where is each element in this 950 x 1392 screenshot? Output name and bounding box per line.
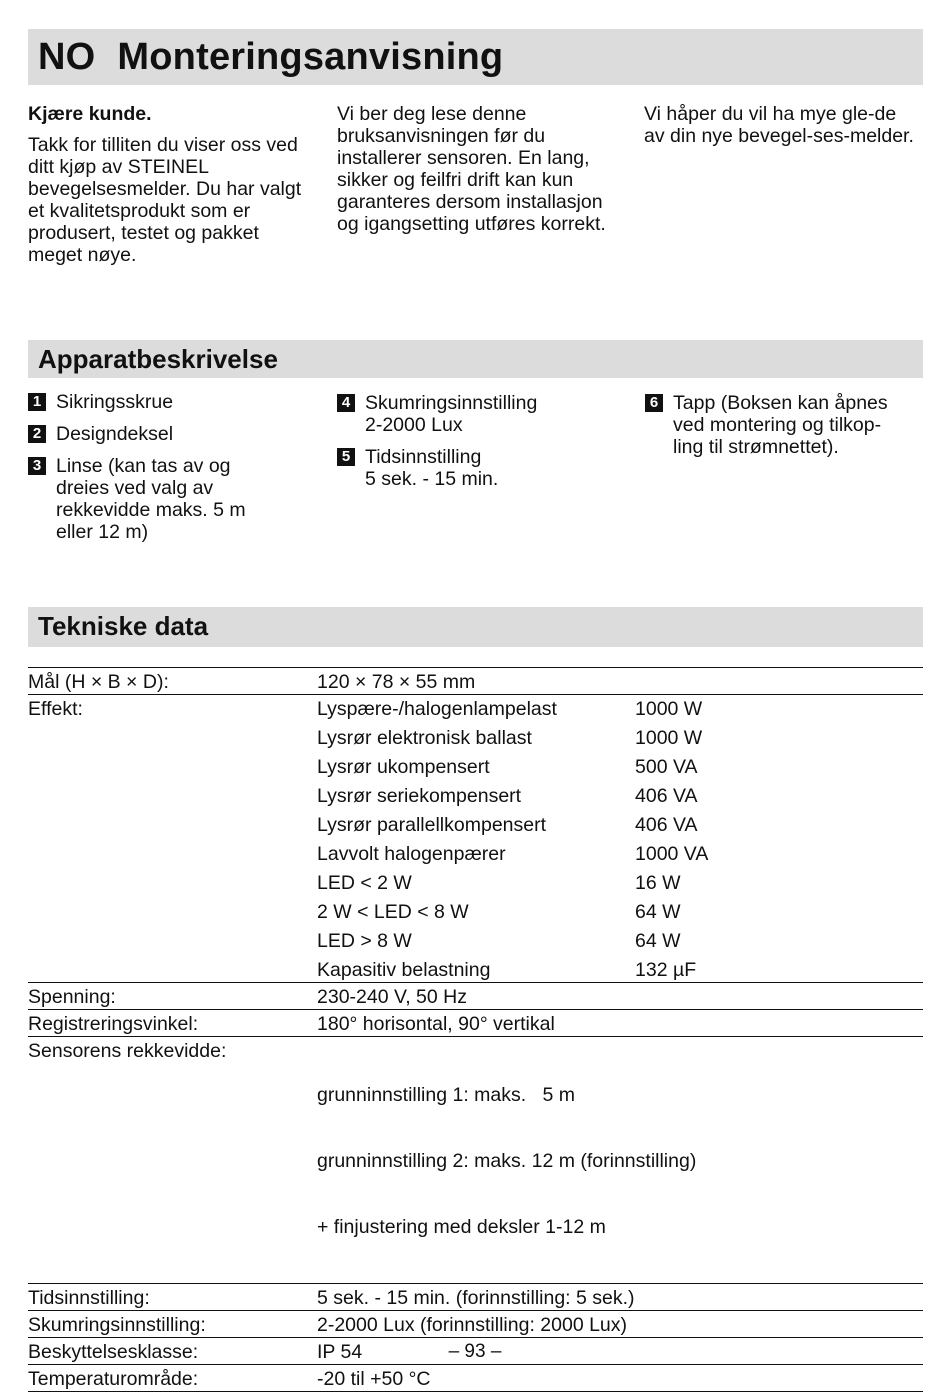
description-column-3 <box>645 392 925 468</box>
table-row <box>28 1037 923 1284</box>
spec-subname: Lysrør elektronisk ballast <box>317 727 532 749</box>
description-column-2 <box>337 392 627 500</box>
spec-value: 406 VA <box>635 785 698 807</box>
spec-label: Skumringsinnstilling: <box>28 1311 317 1338</box>
description-item <box>337 392 627 436</box>
spec-value: + finjustering med deksler 1-12 m <box>317 1216 606 1238</box>
table-row <box>28 895 923 924</box>
item-number-badge: 4 <box>337 394 355 412</box>
item-text: dreies ved valg av <box>56 477 214 499</box>
spec-value: 500 VA <box>635 756 698 778</box>
spec-value: 16 W <box>635 872 681 894</box>
intro-column-3 <box>644 103 919 147</box>
table-row <box>28 750 923 779</box>
spec-value: grunninnstilling 2: maks. 12 m (forinnstilling) <box>317 1150 697 1172</box>
description-item <box>28 423 318 445</box>
item-text: 2-2000 Lux <box>365 414 463 436</box>
spec-value: 180° horisontal, 90° vertikal <box>317 1010 923 1037</box>
intro-column-2 <box>337 103 617 235</box>
spec-value: 5 sek. - 15 min. (forinnstilling: 5 sek.) <box>317 1284 923 1311</box>
item-text: rekkevidde maks. 5 m <box>56 499 246 521</box>
table-row <box>28 1284 923 1311</box>
spec-label: Registreringsvinkel: <box>28 1010 317 1037</box>
spec-value: 132 µF <box>635 959 697 981</box>
greeting: Kjære kunde. <box>28 103 152 125</box>
spec-label: Beskyttelsesklasse: <box>28 1338 317 1365</box>
spec-value: 1000 W <box>635 695 923 722</box>
technical-band <box>28 607 923 647</box>
header-band <box>28 29 923 85</box>
spec-value: 1000 W <box>635 727 703 749</box>
intro-column-1 <box>28 103 308 266</box>
item-text: 5 sek. - 15 min. <box>365 468 499 490</box>
spec-label: Effekt: <box>28 695 317 722</box>
spec-value: 1000 VA <box>635 843 709 865</box>
spec-subname: LED > 8 W <box>317 930 412 952</box>
description-item <box>28 455 318 543</box>
table-row <box>28 983 923 1010</box>
description-column-1 <box>28 391 318 553</box>
spec-subname: 2 W < LED < 8 W <box>317 901 469 923</box>
spec-value: IP 54 <box>317 1338 923 1365</box>
spec-label: Sensorens rekkevidde: <box>28 1037 317 1284</box>
description-band <box>28 340 923 378</box>
table-row <box>28 695 923 722</box>
intro-text-2: Vi ber deg lese denne bruksanvisningen før du installerer sensoren. En lang, sikker og feilfri drift kan kun garanteres dersom installasjon og igangsetting utføres korrekt. <box>337 103 606 235</box>
spec-value: grunninnstilling 1: maks. 5 m <box>317 1084 575 1106</box>
intro-text-3: Vi håper du vil ha mye gle-de av din nye bevegel-ses-melder. <box>644 103 914 147</box>
item-text: ved montering og tilkop- <box>673 414 882 436</box>
table-row <box>28 779 923 808</box>
description-item <box>645 392 925 458</box>
item-text: Tapp (Boksen kan åpnes <box>673 392 888 414</box>
item-text: Skumringsinnstilling <box>365 392 538 414</box>
description-item <box>337 446 627 490</box>
spec-value: 120 × 78 × 55 mm <box>317 668 923 695</box>
technical-data-table <box>28 667 923 1392</box>
spec-subname: Lysrør parallellkompensert <box>317 814 547 836</box>
spec-value: -20 til +50 °C <box>317 1365 923 1392</box>
table-row <box>28 808 923 837</box>
item-text: Designdeksel <box>56 423 174 445</box>
spec-value: 230-240 V, 50 Hz <box>317 983 923 1010</box>
page-title <box>28 29 923 85</box>
technical-heading: Tekniske data <box>38 611 209 641</box>
spec-label: Temperaturområde: <box>28 1365 317 1392</box>
item-text: eller 12 m) <box>56 521 149 543</box>
language-code: NO <box>38 36 96 78</box>
page-number: – 93 – <box>448 1341 502 1362</box>
table-row <box>28 953 923 983</box>
item-number-badge: 1 <box>28 393 46 411</box>
spec-subname: Lyspære-/halogenlampelast <box>317 695 635 722</box>
item-text: Linse (kan tas av og <box>56 455 231 477</box>
spec-label: Spenning: <box>28 983 317 1010</box>
spec-value: 2-2000 Lux (forinnstilling: 2000 Lux) <box>317 1311 923 1338</box>
spec-value: 406 VA <box>635 814 698 836</box>
spec-value: 64 W <box>635 930 681 952</box>
spec-subname: Kapasitiv belastning <box>317 959 491 981</box>
description-heading: Apparatbeskrivelse <box>38 344 278 374</box>
table-row <box>28 924 923 953</box>
spec-value: 64 W <box>635 901 681 923</box>
table-row <box>28 668 923 695</box>
intro-text-1: Takk for tilliten du viser oss ved ditt kjøp av STEINEL bevegelsesmelder. Du har valgt et kvalitetsprodukt som er produsert, testet og pakket meget nøye. <box>28 134 302 266</box>
spec-subname: Lysrør seriekompensert <box>317 785 522 807</box>
table-row <box>28 721 923 750</box>
item-number-badge: 3 <box>28 457 46 475</box>
table-row <box>28 1311 923 1338</box>
spec-subname: Lavvolt halogenpærer <box>317 843 506 865</box>
item-text: Tidsinnstilling <box>365 446 482 468</box>
table-row <box>28 866 923 895</box>
item-text: ling til strømnettet). <box>673 436 839 458</box>
spec-label: Mål (H × B × D): <box>28 668 317 695</box>
table-row <box>28 837 923 866</box>
spec-subname: LED < 2 W <box>317 872 412 894</box>
description-item <box>28 391 318 413</box>
item-number-badge: 2 <box>28 425 46 443</box>
spec-subname: Lysrør ukompensert <box>317 756 490 778</box>
table-row <box>28 1365 923 1392</box>
item-text: Sikringsskrue <box>56 391 174 413</box>
item-number-badge: 6 <box>645 394 663 412</box>
title-text: Monteringsanvisning <box>117 36 504 78</box>
table-row <box>28 1010 923 1037</box>
item-number-badge: 5 <box>337 448 355 466</box>
spec-label: Tidsinnstilling: <box>28 1284 317 1311</box>
